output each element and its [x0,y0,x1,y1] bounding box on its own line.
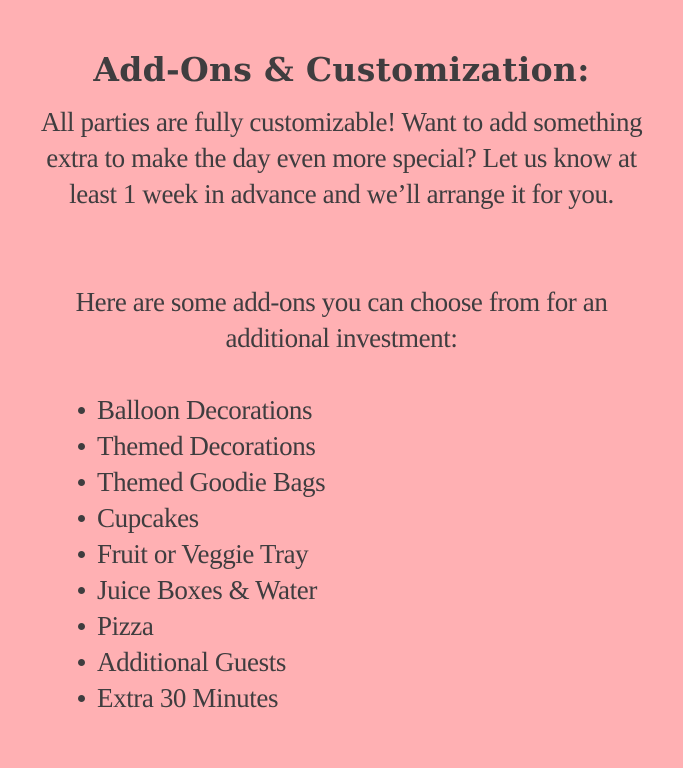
list-item [78,500,325,536]
addon-label: Juice Boxes & Water [97,575,317,605]
bullet-icon [78,695,85,702]
list-item [78,644,325,680]
bullet-icon [78,443,85,450]
bullet-icon [78,551,85,558]
addon-label: Balloon Decorations [97,395,313,425]
list-item [78,572,325,608]
page-title: Add-Ons & Customization: [93,50,590,89]
addons-intro-paragraph: Here are some add-ons you can choose from for an additional investment: [75,287,608,353]
addon-label: Fruit or Veggie Tray [97,539,309,569]
addon-label: Pizza [97,611,154,641]
list-item [78,536,325,572]
intro-paragraph: All parties are fully customizable! Want to add something extra to make the day even more special? Let us know at least 1 week in advance and we’ll arrange it for you. [40,107,643,209]
bullet-icon [78,407,85,414]
addon-label: Themed Decorations [97,431,316,461]
list-item [78,392,325,428]
addon-label: Cupcakes [97,503,199,533]
addon-label: Themed Goodie Bags [97,467,326,497]
list-item [78,428,325,464]
bullet-icon [78,623,85,630]
list-item [78,464,325,500]
addon-label: Extra 30 Minutes [97,683,279,713]
bullet-icon [78,479,85,486]
list-item [78,680,325,716]
addon-label: Additional Guests [97,647,286,677]
bullet-icon [78,515,85,522]
addons-list [78,392,325,716]
bullet-icon [78,659,85,666]
bullet-icon [78,587,85,594]
list-item [78,608,325,644]
